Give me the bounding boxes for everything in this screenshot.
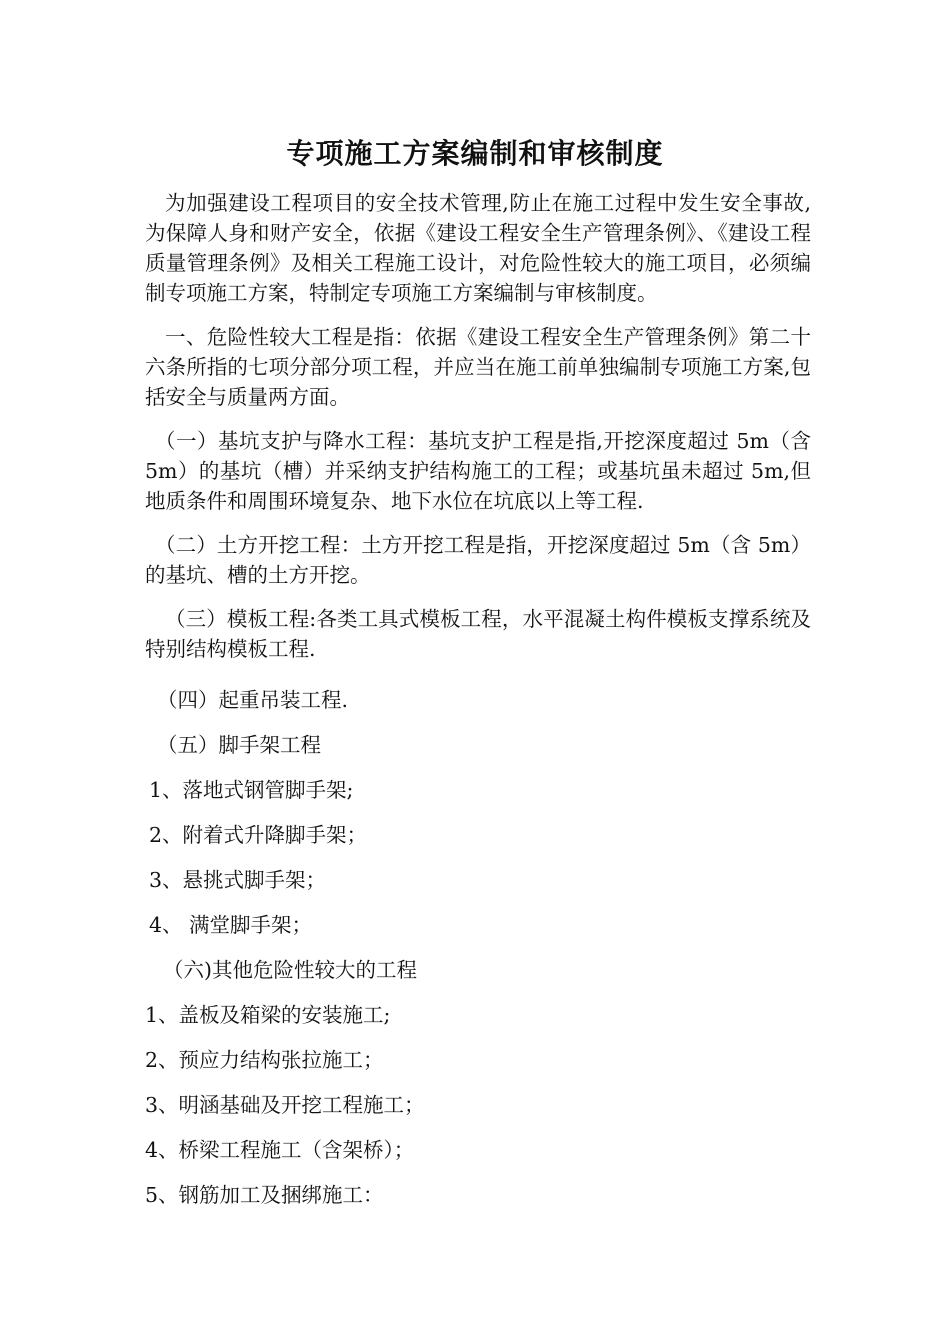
other-item-2: 2、预应力结构张拉施工； xyxy=(145,1048,384,1072)
scaffold-item-4: 4、 满堂脚手架； xyxy=(149,913,313,937)
scaffold-item-1: 1、落地式钢管脚手架; xyxy=(149,778,354,802)
document-title: 专项施工方案编制和审核制度 xyxy=(286,137,664,170)
other-item-4: 4、桥梁工程施工（含架桥）； xyxy=(145,1138,415,1162)
paragraph-intro: 为加强建设工程项目的安全技术管理,防止在施工过程中发生安全事故,为保障人身和财产安全，依据《建设工程安全生产管理条例》、《建设工程质量管理条例》及相关工程施工设计，对危险性较大的施工项目，必须编制专项施工方案，特制定专项施工方案编制与审核制度。 xyxy=(145,191,811,305)
list-item-5: （五）脚手架工程 xyxy=(157,733,321,757)
document-body xyxy=(145,188,811,1218)
list-item-4: （四）起重吊装工程. xyxy=(157,688,349,712)
paragraph-section-1: 一、危险性较大工程是指：依据《建设工程安全生产管理条例》第二十六条所指的七项分部分项工程，并应当在施工前单独编制专项施工方案,包括安全与质量两方面。 xyxy=(145,325,811,409)
paragraph-item-3: （三）模板工程:各类工具式模板工程，水平混凝土构件模板支撑系统及特别结构模板工程. xyxy=(145,607,811,661)
scaffold-item-3: 3、悬挑式脚手架； xyxy=(149,868,327,892)
list-item-6: （六)其他危险性较大的工程 xyxy=(163,958,417,982)
other-item-1: 1、盖板及箱梁的安装施工; xyxy=(145,1003,391,1027)
other-item-3: 3、明涵基础及开挖工程施工； xyxy=(145,1093,425,1117)
scaffold-item-2: 2、附着式升降脚手架； xyxy=(149,823,368,847)
paragraph-item-1: （一）基坑支护与降水工程：基坑支护工程是指,开挖深度超过 5m（含 5m）的基坑（槽）并采纳支护结构施工的工程；或基坑虽未超过 5m,但地质条件和周围环境复杂、地下水位在坑底以上等工程. xyxy=(145,429,811,513)
paragraph-item-2: （二）土方开挖工程：土方开挖工程是指，开挖深度超过 5m（含 5m）的基坑、槽的土方开挖。 xyxy=(145,533,811,587)
other-item-5: 5、钢筋加工及捆绑施工： xyxy=(145,1183,384,1207)
